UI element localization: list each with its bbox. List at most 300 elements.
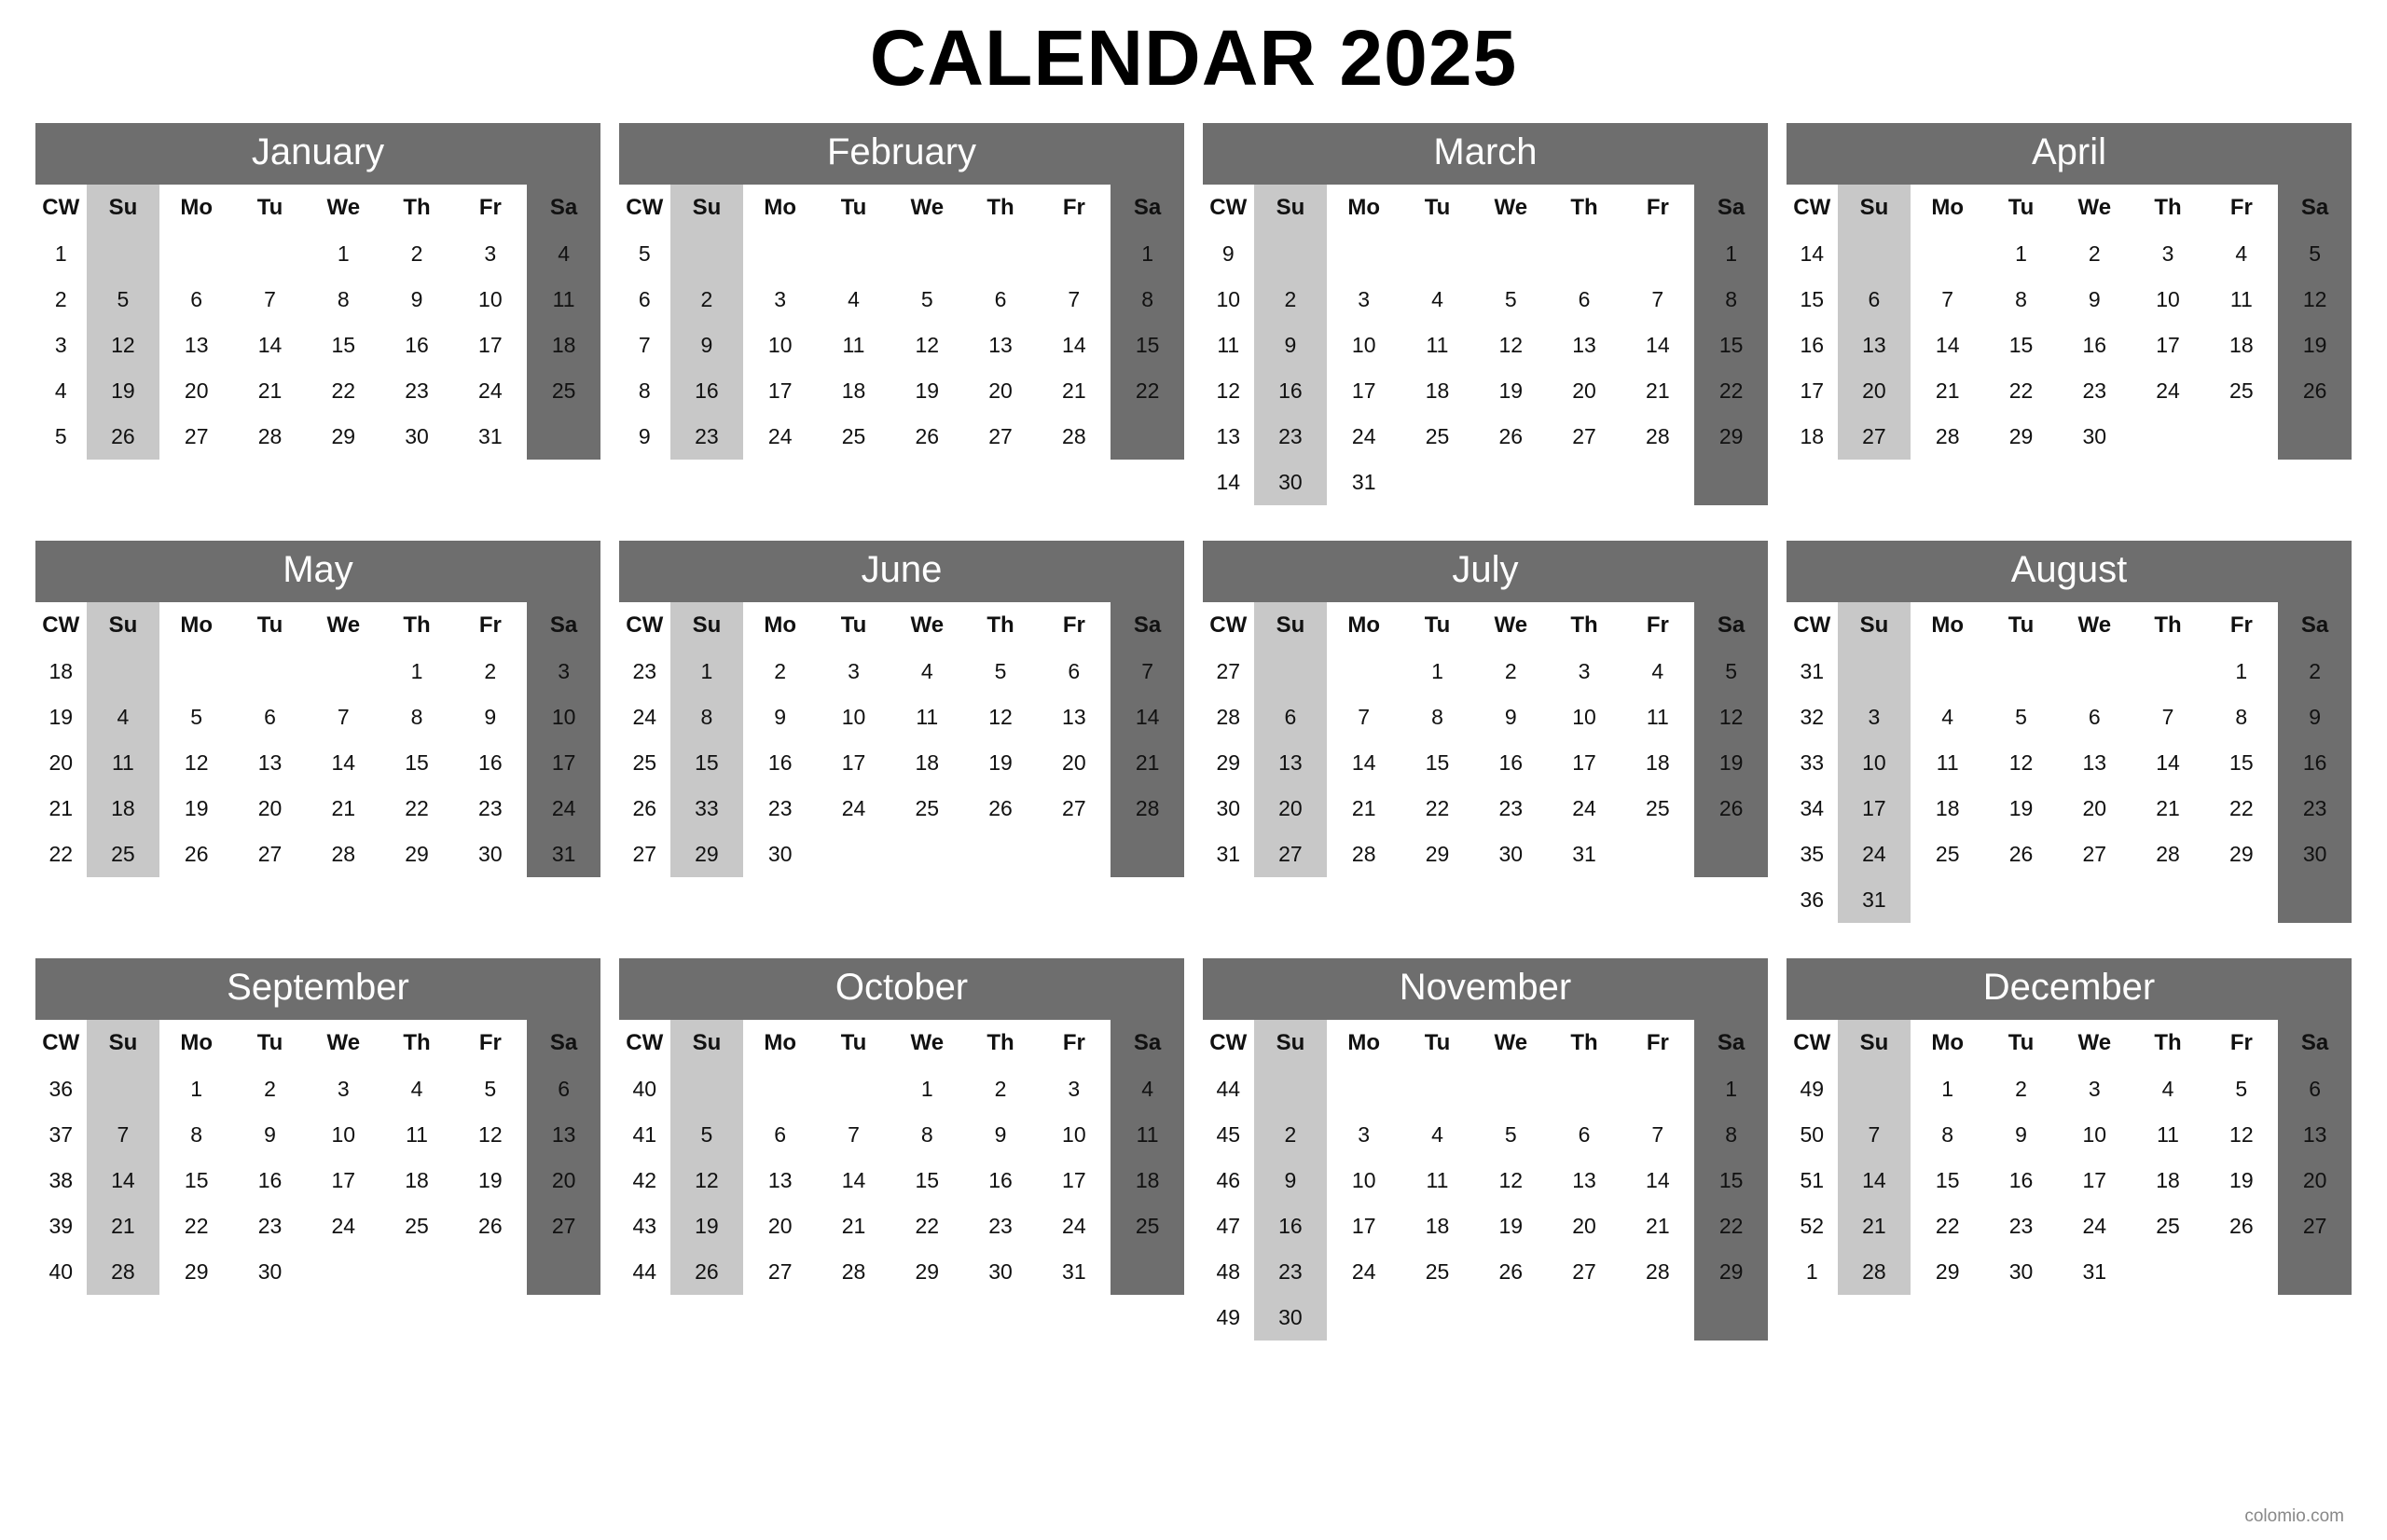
day-cell[interactable]: 6: [994, 287, 1007, 312]
day-cell[interactable]: 30: [1498, 842, 1524, 867]
day-cell[interactable]: 23: [767, 796, 793, 821]
day-cell[interactable]: 28: [1062, 424, 1086, 449]
day-cell[interactable]: 27: [767, 1259, 793, 1285]
day-cell[interactable]: 21: [841, 1214, 866, 1239]
day-cell[interactable]: 2: [670, 277, 744, 323]
day-cell[interactable]: 30: [478, 842, 503, 867]
day-cell[interactable]: 5: [484, 1077, 497, 1102]
day-cell[interactable]: 13: [184, 333, 209, 358]
day-cell[interactable]: 24: [331, 1214, 356, 1239]
day-cell[interactable]: 17: [1572, 750, 1596, 776]
day-cell[interactable]: 26: [988, 796, 1013, 821]
day-cell[interactable]: 12: [184, 750, 209, 776]
day-cell[interactable]: 15: [331, 333, 356, 358]
day-cell[interactable]: 20: [2082, 796, 2107, 821]
day-cell[interactable]: 16: [257, 1168, 283, 1193]
day-cell[interactable]: 22: [405, 796, 429, 821]
day-cell[interactable]: 11: [2157, 1122, 2179, 1148]
day-cell[interactable]: 11: [87, 740, 160, 786]
day-cell[interactable]: 19: [2008, 796, 2034, 821]
day-cell[interactable]: 31: [478, 424, 503, 449]
day-cell[interactable]: 15: [1111, 323, 1184, 368]
day-cell[interactable]: 11: [842, 333, 865, 358]
day-cell[interactable]: 6: [1578, 287, 1591, 312]
day-cell[interactable]: 25: [841, 424, 866, 449]
day-cell[interactable]: 13: [2278, 1112, 2352, 1158]
day-cell[interactable]: 3: [2088, 1077, 2101, 1102]
day-cell[interactable]: 3: [1358, 287, 1371, 312]
day-cell[interactable]: 2: [774, 659, 787, 684]
day-cell[interactable]: 28: [1111, 786, 1184, 832]
day-cell[interactable]: 10: [478, 287, 503, 312]
day-cell[interactable]: 14: [2156, 750, 2180, 776]
day-cell[interactable]: 17: [767, 378, 793, 404]
day-cell[interactable]: 21: [257, 378, 283, 404]
day-cell[interactable]: 6: [1838, 277, 1911, 323]
day-cell[interactable]: 29: [2229, 842, 2254, 867]
day-cell[interactable]: 8: [190, 1122, 203, 1148]
day-cell[interactable]: 24: [527, 786, 600, 832]
day-cell[interactable]: 20: [2278, 1158, 2352, 1203]
day-cell[interactable]: 25: [2229, 378, 2254, 404]
day-cell[interactable]: 4: [1651, 659, 1664, 684]
day-cell[interactable]: 9: [994, 1122, 1007, 1148]
day-cell[interactable]: 10: [767, 333, 793, 358]
day-cell[interactable]: 31: [1351, 470, 1376, 495]
day-cell[interactable]: 5: [2278, 231, 2352, 277]
day-cell[interactable]: 1: [190, 1077, 203, 1102]
day-cell[interactable]: 27: [1838, 414, 1911, 460]
day-cell[interactable]: 15: [670, 740, 744, 786]
day-cell[interactable]: 12: [1498, 333, 1524, 358]
day-cell[interactable]: 18: [1646, 750, 1670, 776]
day-cell[interactable]: 8: [1941, 1122, 1954, 1148]
day-cell[interactable]: 30: [767, 842, 793, 867]
day-cell[interactable]: 9: [410, 287, 423, 312]
day-cell[interactable]: 11: [1426, 333, 1449, 358]
day-cell[interactable]: 10: [841, 705, 866, 730]
day-cell[interactable]: 4: [920, 659, 933, 684]
day-cell[interactable]: 18: [2156, 1168, 2180, 1193]
day-cell[interactable]: 27: [184, 424, 209, 449]
day-cell[interactable]: 7: [1651, 1122, 1664, 1148]
day-cell[interactable]: 21: [1646, 378, 1670, 404]
day-cell[interactable]: 3: [1578, 659, 1591, 684]
day-cell[interactable]: 8: [410, 705, 423, 730]
day-cell[interactable]: 11: [916, 705, 939, 730]
day-cell[interactable]: 1: [1694, 231, 1768, 277]
day-cell[interactable]: 26: [670, 1249, 744, 1295]
day-cell[interactable]: 26: [915, 424, 940, 449]
day-cell[interactable]: 2: [994, 1077, 1007, 1102]
day-cell[interactable]: 17: [1351, 378, 1376, 404]
day-cell[interactable]: 10: [1838, 740, 1911, 786]
day-cell[interactable]: 25: [1425, 1259, 1450, 1285]
day-cell[interactable]: 16: [1254, 368, 1328, 414]
day-cell[interactable]: 21: [1351, 796, 1376, 821]
day-cell[interactable]: 22: [2008, 378, 2034, 404]
day-cell[interactable]: 9: [2015, 1122, 2027, 1148]
day-cell[interactable]: 12: [670, 1158, 744, 1203]
day-cell[interactable]: 26: [2008, 842, 2034, 867]
day-cell[interactable]: 6: [264, 705, 276, 730]
day-cell[interactable]: 8: [1111, 277, 1184, 323]
day-cell[interactable]: 29: [1694, 414, 1768, 460]
day-cell[interactable]: 25: [915, 796, 940, 821]
day-cell[interactable]: 21: [1935, 378, 1960, 404]
day-cell[interactable]: 10: [1062, 1122, 1086, 1148]
day-cell[interactable]: 14: [1838, 1158, 1911, 1203]
day-cell[interactable]: 30: [1254, 460, 1328, 505]
day-cell[interactable]: 19: [478, 1168, 503, 1193]
day-cell[interactable]: 24: [1838, 832, 1911, 877]
day-cell[interactable]: 24: [1572, 796, 1596, 821]
day-cell[interactable]: 2: [2278, 649, 2352, 694]
day-cell[interactable]: 23: [1254, 1249, 1328, 1295]
day-cell[interactable]: 25: [527, 368, 600, 414]
day-cell[interactable]: 24: [478, 378, 503, 404]
day-cell[interactable]: 15: [1694, 323, 1768, 368]
day-cell[interactable]: 22: [1694, 368, 1768, 414]
day-cell[interactable]: 4: [527, 231, 600, 277]
day-cell[interactable]: 24: [2082, 1214, 2107, 1239]
day-cell[interactable]: 11: [2229, 287, 2253, 312]
day-cell[interactable]: 10: [2082, 1122, 2107, 1148]
day-cell[interactable]: 22: [915, 1214, 940, 1239]
day-cell[interactable]: 8: [920, 1122, 933, 1148]
day-cell[interactable]: 3: [527, 649, 600, 694]
day-cell[interactable]: 19: [1498, 1214, 1524, 1239]
day-cell[interactable]: 22: [1425, 796, 1450, 821]
day-cell[interactable]: 12: [478, 1122, 503, 1148]
day-cell[interactable]: 11: [527, 277, 600, 323]
day-cell[interactable]: 2: [410, 241, 423, 267]
day-cell[interactable]: 12: [87, 323, 160, 368]
day-cell[interactable]: 19: [87, 368, 160, 414]
day-cell[interactable]: 4: [2235, 241, 2248, 267]
day-cell[interactable]: 10: [1351, 1168, 1376, 1193]
day-cell[interactable]: 25: [1111, 1203, 1184, 1249]
day-cell[interactable]: 13: [2082, 750, 2107, 776]
day-cell[interactable]: 27: [2082, 842, 2107, 867]
day-cell[interactable]: 9: [2278, 694, 2352, 740]
day-cell[interactable]: 13: [767, 1168, 793, 1193]
day-cell[interactable]: 30: [257, 1259, 283, 1285]
day-cell[interactable]: 25: [405, 1214, 429, 1239]
day-cell[interactable]: 8: [2235, 705, 2248, 730]
day-cell[interactable]: 13: [257, 750, 283, 776]
day-cell[interactable]: 7: [1941, 287, 1954, 312]
day-cell[interactable]: 9: [1254, 323, 1328, 368]
day-cell[interactable]: 17: [2156, 333, 2180, 358]
day-cell[interactable]: 31: [1838, 877, 1911, 923]
day-cell[interactable]: 19: [988, 750, 1013, 776]
day-cell[interactable]: 14: [841, 1168, 866, 1193]
day-cell[interactable]: 23: [1254, 414, 1328, 460]
day-cell[interactable]: 10: [527, 694, 600, 740]
day-cell[interactable]: 5: [670, 1112, 744, 1158]
day-cell[interactable]: 23: [257, 1214, 283, 1239]
day-cell[interactable]: 26: [2229, 1214, 2254, 1239]
day-cell[interactable]: 29: [670, 832, 744, 877]
day-cell[interactable]: 3: [337, 1077, 350, 1102]
day-cell[interactable]: 22: [2229, 796, 2254, 821]
day-cell[interactable]: 29: [405, 842, 429, 867]
day-cell[interactable]: 4: [848, 287, 860, 312]
day-cell[interactable]: 3: [2161, 241, 2174, 267]
day-cell[interactable]: 14: [331, 750, 356, 776]
day-cell[interactable]: 15: [1935, 1168, 1960, 1193]
day-cell[interactable]: 27: [2278, 1203, 2352, 1249]
day-cell[interactable]: 28: [331, 842, 356, 867]
day-cell[interactable]: 25: [1646, 796, 1670, 821]
day-cell[interactable]: 14: [1646, 333, 1670, 358]
day-cell[interactable]: 24: [841, 796, 866, 821]
day-cell[interactable]: 24: [1351, 1259, 1376, 1285]
day-cell[interactable]: 11: [1426, 1168, 1449, 1193]
day-cell[interactable]: 13: [1062, 705, 1086, 730]
day-cell[interactable]: 15: [2008, 333, 2034, 358]
day-cell[interactable]: 7: [1838, 1112, 1911, 1158]
day-cell[interactable]: 30: [2082, 424, 2107, 449]
day-cell[interactable]: 17: [331, 1168, 356, 1193]
day-cell[interactable]: 1: [1111, 231, 1184, 277]
day-cell[interactable]: 26: [1694, 786, 1768, 832]
day-cell[interactable]: 8: [1694, 1112, 1768, 1158]
day-cell[interactable]: 3: [1838, 694, 1911, 740]
day-cell[interactable]: 17: [1351, 1214, 1376, 1239]
day-cell[interactable]: 13: [1572, 333, 1596, 358]
day-cell[interactable]: 7: [1068, 287, 1081, 312]
day-cell[interactable]: 1: [2235, 659, 2248, 684]
day-cell[interactable]: 18: [841, 378, 866, 404]
day-cell[interactable]: 16: [2008, 1168, 2034, 1193]
day-cell[interactable]: 16: [2082, 333, 2107, 358]
day-cell[interactable]: 26: [87, 414, 160, 460]
day-cell[interactable]: 18: [915, 750, 940, 776]
day-cell[interactable]: 23: [2008, 1214, 2034, 1239]
day-cell[interactable]: 28: [1646, 424, 1670, 449]
day-cell[interactable]: 7: [337, 705, 350, 730]
day-cell[interactable]: 24: [2156, 378, 2180, 404]
day-cell[interactable]: 10: [1572, 705, 1596, 730]
day-cell[interactable]: 28: [841, 1259, 866, 1285]
day-cell[interactable]: 4: [1431, 1122, 1443, 1148]
day-cell[interactable]: 21: [87, 1203, 160, 1249]
day-cell[interactable]: 16: [2278, 740, 2352, 786]
day-cell[interactable]: 31: [1572, 842, 1596, 867]
day-cell[interactable]: 4: [87, 694, 160, 740]
day-cell[interactable]: 29: [331, 424, 356, 449]
day-cell[interactable]: 29: [184, 1259, 209, 1285]
day-cell[interactable]: 5: [1504, 287, 1517, 312]
day-cell[interactable]: 4: [1431, 287, 1443, 312]
day-cell[interactable]: 7: [1111, 649, 1184, 694]
day-cell[interactable]: 31: [2082, 1259, 2107, 1285]
day-cell[interactable]: 18: [87, 786, 160, 832]
day-cell[interactable]: 15: [915, 1168, 940, 1193]
day-cell[interactable]: 8: [2015, 287, 2027, 312]
day-cell[interactable]: 5: [1504, 1122, 1517, 1148]
day-cell[interactable]: 19: [1694, 740, 1768, 786]
day-cell[interactable]: 9: [670, 323, 744, 368]
day-cell[interactable]: 3: [774, 287, 787, 312]
day-cell[interactable]: 1: [337, 241, 350, 267]
day-cell[interactable]: 26: [2278, 368, 2352, 414]
day-cell[interactable]: 24: [1351, 424, 1376, 449]
day-cell[interactable]: 3: [1068, 1077, 1081, 1102]
day-cell[interactable]: 5: [87, 277, 160, 323]
day-cell[interactable]: 6: [1254, 694, 1328, 740]
day-cell[interactable]: 16: [478, 750, 503, 776]
day-cell[interactable]: 7: [1358, 705, 1371, 730]
day-cell[interactable]: 18: [1935, 796, 1960, 821]
day-cell[interactable]: 20: [527, 1158, 600, 1203]
day-cell[interactable]: 14: [87, 1158, 160, 1203]
day-cell[interactable]: 23: [478, 796, 503, 821]
day-cell[interactable]: 6: [190, 287, 203, 312]
day-cell[interactable]: 10: [2156, 287, 2180, 312]
day-cell[interactable]: 7: [1651, 287, 1664, 312]
day-cell[interactable]: 20: [988, 378, 1013, 404]
day-cell[interactable]: 1: [1431, 659, 1443, 684]
day-cell[interactable]: 29: [1425, 842, 1450, 867]
day-cell[interactable]: 2: [2088, 241, 2101, 267]
day-cell[interactable]: 12: [1498, 1168, 1524, 1193]
day-cell[interactable]: 28: [1351, 842, 1376, 867]
day-cell[interactable]: 7: [264, 287, 276, 312]
day-cell[interactable]: 11: [1111, 1112, 1184, 1158]
day-cell[interactable]: 17: [478, 333, 503, 358]
day-cell[interactable]: 18: [1425, 1214, 1450, 1239]
day-cell[interactable]: 26: [1498, 424, 1524, 449]
day-cell[interactable]: 11: [1936, 750, 1959, 776]
day-cell[interactable]: 25: [2156, 1214, 2180, 1239]
day-cell[interactable]: 11: [406, 1122, 428, 1148]
day-cell[interactable]: 30: [405, 424, 429, 449]
day-cell[interactable]: 4: [410, 1077, 423, 1102]
day-cell[interactable]: 31: [527, 832, 600, 877]
day-cell[interactable]: 2: [264, 1077, 276, 1102]
day-cell[interactable]: 6: [1068, 659, 1081, 684]
day-cell[interactable]: 6: [2088, 705, 2101, 730]
day-cell[interactable]: 19: [184, 796, 209, 821]
day-cell[interactable]: 22: [331, 378, 356, 404]
day-cell[interactable]: 28: [2156, 842, 2180, 867]
day-cell[interactable]: 14: [1111, 694, 1184, 740]
day-cell[interactable]: 26: [478, 1214, 503, 1239]
day-cell[interactable]: 22: [1935, 1214, 1960, 1239]
day-cell[interactable]: 8: [670, 694, 744, 740]
day-cell[interactable]: 15: [1694, 1158, 1768, 1203]
day-cell[interactable]: 18: [2229, 333, 2254, 358]
day-cell[interactable]: 23: [405, 378, 429, 404]
day-cell[interactable]: 1: [1941, 1077, 1954, 1102]
day-cell[interactable]: 20: [1838, 368, 1911, 414]
day-cell[interactable]: 17: [1062, 1168, 1086, 1193]
day-cell[interactable]: 28: [87, 1249, 160, 1295]
day-cell[interactable]: 5: [190, 705, 203, 730]
day-cell[interactable]: 17: [2082, 1168, 2107, 1193]
day-cell[interactable]: 29: [915, 1259, 940, 1285]
day-cell[interactable]: 15: [2229, 750, 2254, 776]
day-cell[interactable]: 14: [1935, 333, 1960, 358]
day-cell[interactable]: 18: [1425, 378, 1450, 404]
day-cell[interactable]: 29: [1935, 1259, 1960, 1285]
day-cell[interactable]: 12: [2008, 750, 2034, 776]
day-cell[interactable]: 17: [841, 750, 866, 776]
day-cell[interactable]: 12: [2278, 277, 2352, 323]
day-cell[interactable]: 12: [988, 705, 1013, 730]
day-cell[interactable]: 14: [1062, 333, 1086, 358]
day-cell[interactable]: 1: [2015, 241, 2027, 267]
day-cell[interactable]: 19: [1498, 378, 1524, 404]
day-cell[interactable]: 2: [484, 659, 497, 684]
day-cell[interactable]: 15: [184, 1168, 209, 1193]
day-cell[interactable]: 27: [1062, 796, 1086, 821]
day-cell[interactable]: 6: [2278, 1066, 2352, 1112]
day-cell[interactable]: 3: [484, 241, 497, 267]
day-cell[interactable]: 20: [1254, 786, 1328, 832]
day-cell[interactable]: 29: [1694, 1249, 1768, 1295]
day-cell[interactable]: 16: [988, 1168, 1013, 1193]
day-cell[interactable]: 6: [527, 1066, 600, 1112]
day-cell[interactable]: 21: [2156, 796, 2180, 821]
day-cell[interactable]: 21: [1646, 1214, 1670, 1239]
day-cell[interactable]: 21: [1111, 740, 1184, 786]
day-cell[interactable]: 17: [1838, 786, 1911, 832]
day-cell[interactable]: 14: [1351, 750, 1376, 776]
day-cell[interactable]: 16: [1254, 1203, 1328, 1249]
day-cell[interactable]: 2: [1254, 1112, 1328, 1158]
day-cell[interactable]: 18: [527, 323, 600, 368]
day-cell[interactable]: 30: [988, 1259, 1013, 1285]
day-cell[interactable]: 24: [767, 424, 793, 449]
day-cell[interactable]: 3: [1358, 1122, 1371, 1148]
day-cell[interactable]: 27: [1572, 1259, 1596, 1285]
day-cell[interactable]: 30: [2278, 832, 2352, 877]
day-cell[interactable]: 20: [1572, 1214, 1596, 1239]
day-cell[interactable]: 11: [1646, 705, 1669, 730]
day-cell[interactable]: 28: [257, 424, 283, 449]
day-cell[interactable]: 9: [2088, 287, 2101, 312]
day-cell[interactable]: 27: [988, 424, 1013, 449]
day-cell[interactable]: 26: [184, 842, 209, 867]
day-cell[interactable]: 31: [1062, 1259, 1086, 1285]
day-cell[interactable]: 8: [337, 287, 350, 312]
day-cell[interactable]: 19: [670, 1203, 744, 1249]
day-cell[interactable]: 33: [670, 786, 744, 832]
day-cell[interactable]: 2: [1254, 277, 1328, 323]
day-cell[interactable]: 25: [1935, 842, 1960, 867]
day-cell[interactable]: 22: [1694, 1203, 1768, 1249]
day-cell[interactable]: 23: [2082, 378, 2107, 404]
day-cell[interactable]: 5: [2015, 705, 2027, 730]
day-cell[interactable]: 16: [670, 368, 744, 414]
day-cell[interactable]: 6: [774, 1122, 787, 1148]
day-cell[interactable]: 10: [331, 1122, 356, 1148]
day-cell[interactable]: 3: [848, 659, 860, 684]
day-cell[interactable]: 14: [257, 333, 283, 358]
day-cell[interactable]: 23: [988, 1214, 1013, 1239]
day-cell[interactable]: 20: [1062, 750, 1086, 776]
day-cell[interactable]: 22: [184, 1214, 209, 1239]
day-cell[interactable]: 8: [1694, 277, 1768, 323]
day-cell[interactable]: 13: [1572, 1168, 1596, 1193]
day-cell[interactable]: 13: [1254, 740, 1328, 786]
day-cell[interactable]: 26: [1498, 1259, 1524, 1285]
day-cell[interactable]: 21: [1062, 378, 1086, 404]
